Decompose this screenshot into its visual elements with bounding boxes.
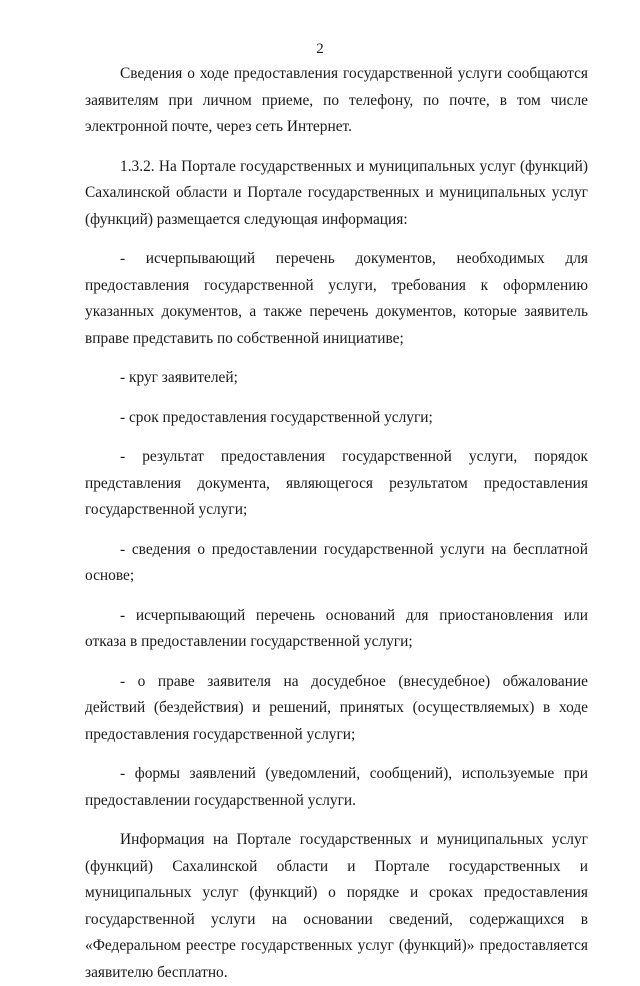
- document-body: [85, 61, 588, 986]
- paragraph-1-3-2: 1.3.2. На Портале государственных и муниципальных услуг (функций) Сахалинской области и Портале государственных и муниципальных услуг (функций) размещается следующая информация:: [85, 157, 588, 228]
- paragraph-status-info: Сведения о ходе предоставления государственной услуги сообщаются заявителям при личном приеме, по телефону, по почте, в том числе электронной почте, через сеть Интернет.: [85, 65, 588, 135]
- list-item-application-forms: - формы заявлений (уведомлений, сообщений), используемые при предоставлении государственной услуги.: [85, 765, 588, 809]
- paragraph-portal-info: Информация на Портале государственных и муниципальных услуг (функций) Сахалинской области и Портале государственных и муниципальных услуг (функций) о порядке и сроках предоставления государственной услуги на основании сведений, содержащихся в «Федеральном реестре государственных услуг (функций)» предоставляется заявителю бесплатно.: [85, 831, 588, 981]
- list-item-appeal-right: - о праве заявителя на досудебное (внесудебное) обжалование действий (бездействия) и решений, принятых (осуществляемых) в ходе предоставления государственной услуги;: [85, 672, 588, 743]
- list-item-documents: - исчерпывающий перечень документов, необходимых для предоставления государственной услуги, требования к оформлению указанных документов, а также перечень документов, которые заявитель вправе представить по собственной инициативе;: [85, 250, 588, 347]
- list-item-grounds-for-refusal: - исчерпывающий перечень оснований для приостановления или отказа в предоставлении государственной услуги;: [85, 606, 588, 650]
- list-item-term: - срок предоставления государственной услуги;: [120, 408, 433, 426]
- page-number: 2: [316, 41, 324, 57]
- list-item-free-of-charge: - сведения о предоставлении государственной услуги на бесплатной основе;: [85, 540, 588, 584]
- list-item-applicants: - круг заявителей;: [120, 369, 238, 386]
- list-item-result: - результат предоставления государственной услуги, порядок представления документа, являющегося результатом предоставления государственной услуги;: [85, 448, 588, 518]
